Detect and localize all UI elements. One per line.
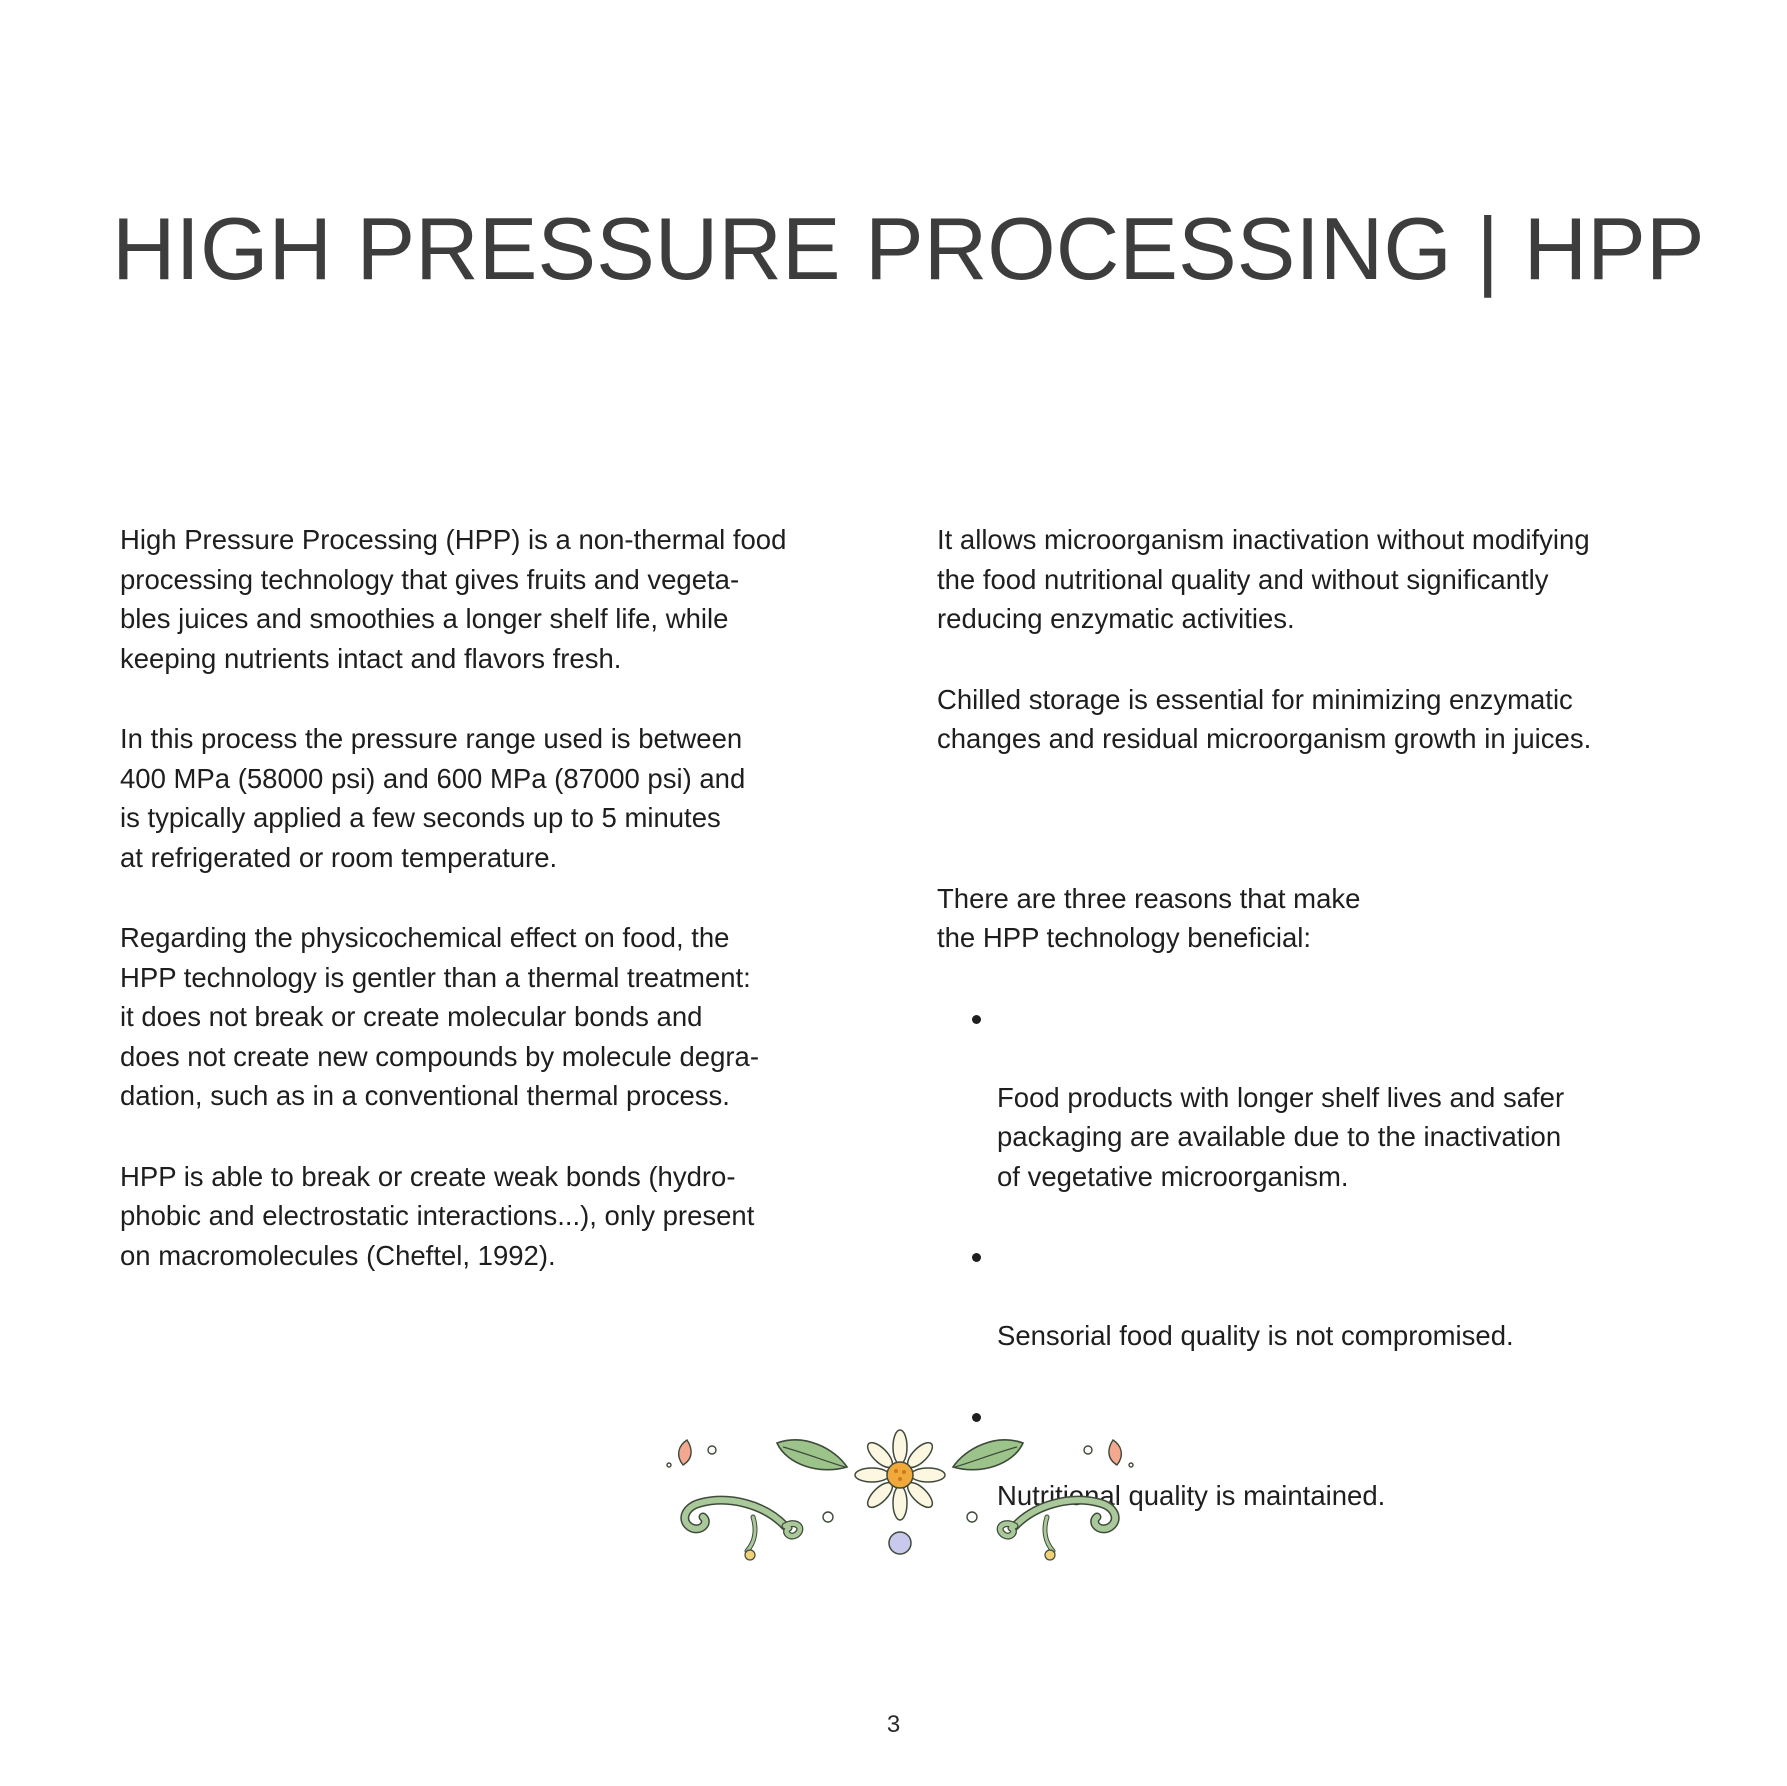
chilled-storage-paragraph: Chilled storage is essential for minimizing enzymatic changes and residual microorganism growth in juices. (937, 683, 1592, 754)
intro-paragraph: High Pressure Processing (HPP) is a non-thermal food processing technology that gives fruits and vegeta- bles juices and smoothies a longer shelf life, while keeping nutrients intact and flavors fresh. (120, 524, 787, 674)
paragraph-spacer (937, 759, 1727, 879)
microorganism-paragraph: It allows microorganism inactivation without modifying the food nutritional quality and without significantly reducing enzymatic activities. (937, 524, 1590, 634)
bullet-icon (972, 1253, 981, 1262)
list-item-text: Sensorial food quality is not compromised. (997, 1320, 1514, 1351)
paragraph-spacer (120, 1116, 880, 1157)
weak-bonds-paragraph: HPP is able to break or create weak bonds (hydro- phobic and electrostatic interactions...), only present on macromolecules (Cheftel, 1992). (120, 1160, 755, 1271)
paragraph-spacer (120, 678, 880, 719)
reasons-intro-paragraph: There are three reasons that make the HPP technology beneficial: (937, 882, 1361, 953)
bullet-icon (972, 1015, 981, 1024)
list-item (997, 999, 1727, 1197)
left-column (120, 520, 880, 1275)
page-title: HIGH PRESSURE PROCESSING | HPP (112, 199, 1705, 298)
list-item-text: Nutritional quality is maintained. (997, 1479, 1386, 1511)
paragraph-spacer (120, 877, 880, 918)
page-number: 3 (886, 1711, 901, 1738)
list-item-text: Food products with longer shelf lives and safer packaging are available due to the inactivation of vegetative microorganism. (997, 1081, 1565, 1192)
paragraph-spacer (937, 958, 1727, 999)
physicochemical-paragraph: Regarding the physicochemical effect on food, the HPP technology is gentler than a thermal treatment: it does not break or create molecular bonds and does not create new compounds by molecule degra- dation, such as in a conventional thermal process. (120, 922, 759, 1111)
paragraph-spacer (937, 639, 1727, 680)
bullet-icon (972, 1413, 981, 1422)
list-item (997, 1237, 1727, 1356)
right-column (937, 520, 1727, 1515)
floral-ornament-icon (655, 1425, 1145, 1575)
pressure-range-paragraph: In this process the pressure range used is between 400 MPa (58000 psi) and 600 MPa (87000 psi) and is typically applied a few seconds up to 5 minutes at refrigerated or room temperature. (120, 723, 746, 873)
